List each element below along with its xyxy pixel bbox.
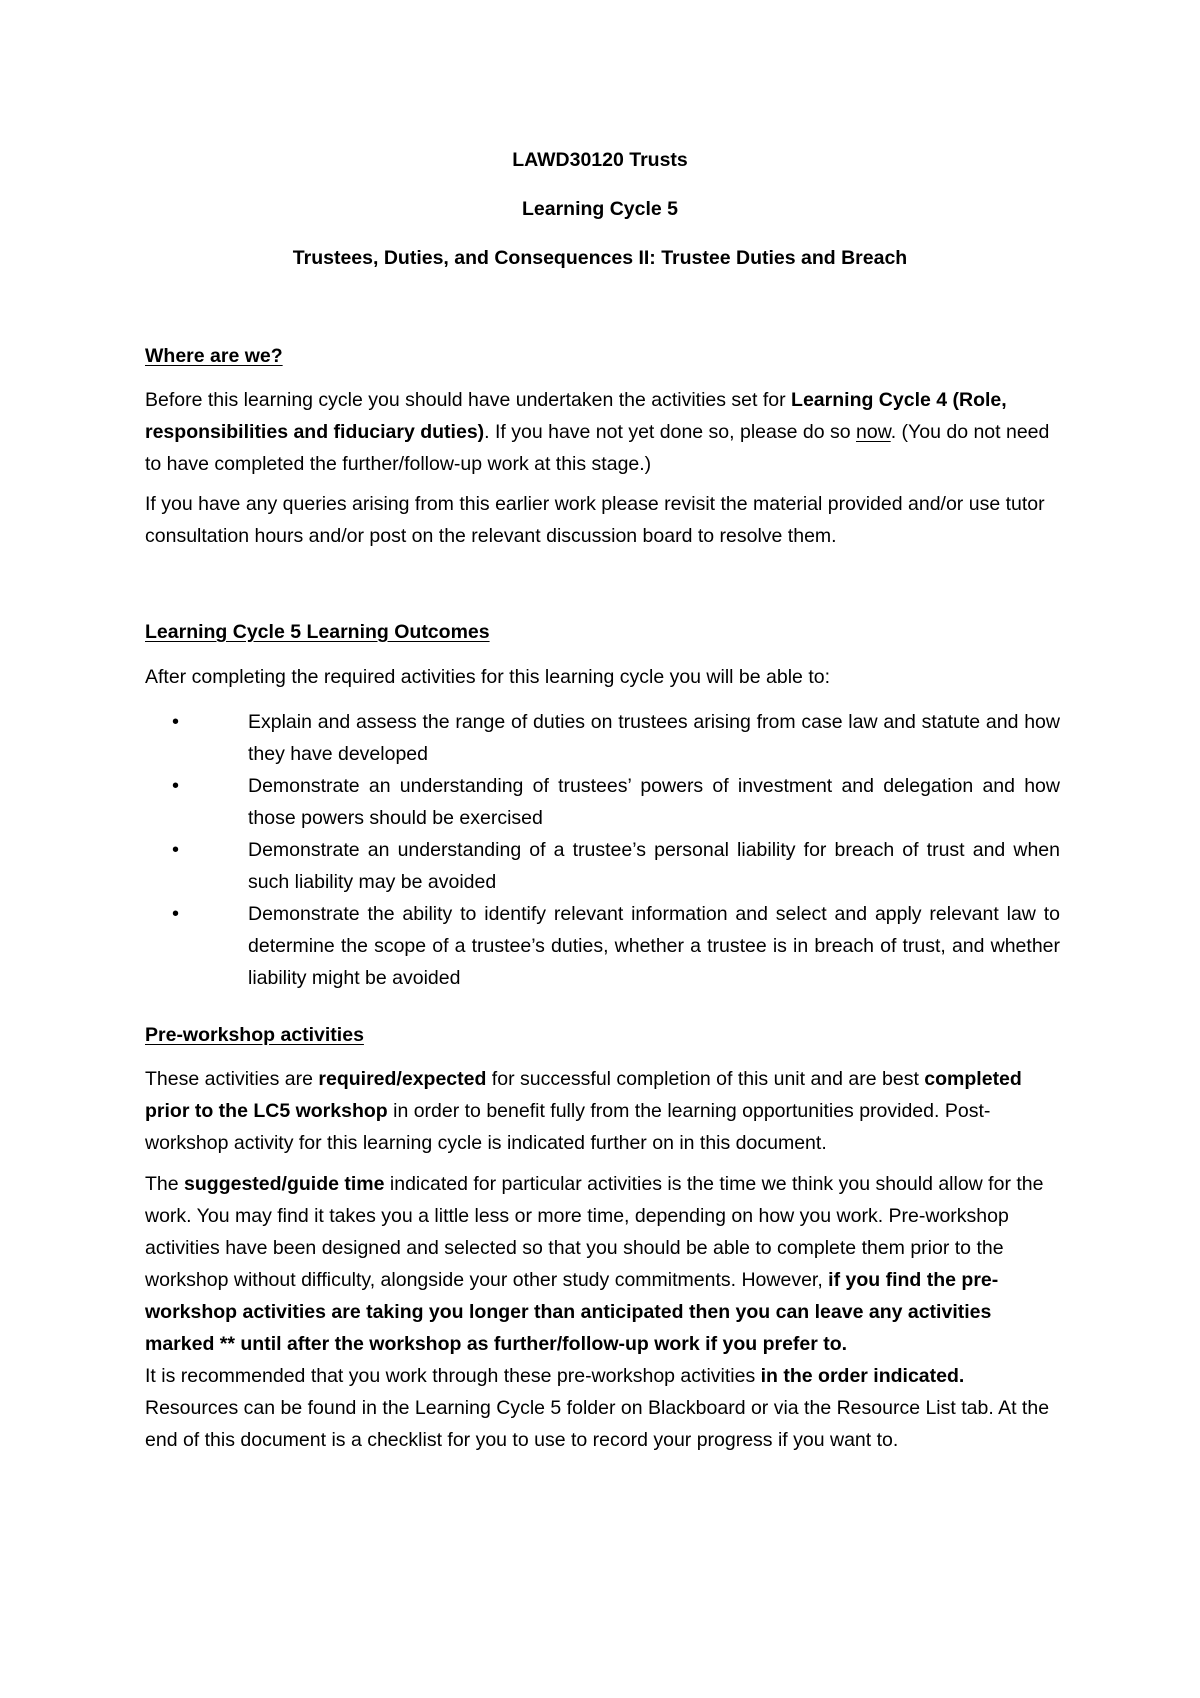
where-are-we-heading: Where are we?: [145, 345, 283, 367]
bullet-icon: •: [172, 903, 180, 925]
outcome-item: [145, 834, 1060, 898]
text-run: for successful completion of this unit and are best: [486, 1068, 925, 1090]
text-run: Resources can be found in the Learning Cycle 5 folder on Blackboard or via the Resource List tab. At the end of this document is a checklist for you to use to record your progress if you want to.: [145, 1397, 1050, 1451]
outcome-item: [145, 770, 1060, 834]
outcome-text: Explain and assess the range of duties on trustees arising from case law and statute and how they have developed: [248, 711, 1060, 765]
outcome-item: [145, 898, 1060, 994]
bullet-icon: •: [172, 711, 180, 733]
underlined-text-run: now: [856, 421, 891, 443]
text-run: Before this learning cycle you should have undertaken the activities set for: [145, 389, 792, 411]
course-title: LAWD30120 Trusts: [512, 149, 688, 171]
pre-workshop-paragraph-2: [145, 1168, 1060, 1360]
text-run: indicated for particular activities is the time we think you should allow for the work. You may find it takes you a little less or more time, depending on how you work. Pre-workshop activities have been designed and selected so that you should be able to complete them prior to the workshop without difficulty, alongside your other study commitments. However,: [145, 1173, 1044, 1291]
bold-text-run: Learning Cycle 4 (Role, responsibilities and fiduciary duties): [145, 389, 1007, 443]
text-run: These activities are: [145, 1068, 319, 1090]
outcomes-list: [145, 706, 1060, 994]
bullet-icon: •: [172, 775, 180, 797]
text-run: . (You do not need to have completed the further/follow-up work at this stage.): [145, 421, 1050, 475]
pre-workshop-paragraph-1: [145, 1063, 1060, 1159]
pre-workshop-heading: Pre-workshop activities: [145, 1024, 364, 1046]
bold-text-run: if you find the pre-workshop activities are taking you longer than anticipated then you can leave any activities marked ** until after the workshop as further/follow-up work if you prefer to.: [145, 1269, 999, 1355]
bold-text-run: in the order indicated.: [760, 1365, 965, 1387]
bold-text-run: suggested/guide time: [184, 1173, 385, 1195]
text-run: . If you have not yet done so, please do so: [484, 421, 856, 443]
pre-workshop-paragraph-3: [145, 1360, 1060, 1456]
outcomes-heading: Learning Cycle 5 Learning Outcomes: [145, 621, 490, 643]
bold-text-run: required/expected: [318, 1068, 487, 1090]
outcome-item: [145, 706, 1060, 770]
outcome-text: Demonstrate an understanding of trustees’ powers of investment and delegation and how those powers should be exercised: [248, 775, 1060, 829]
bullet-icon: •: [172, 839, 180, 861]
outcome-text: Demonstrate the ability to identify relevant information and select and apply relevant law to determine the scope of a trustee’s duties, whether a trustee is in breach of trust, and whether liability might be avoided: [248, 903, 1060, 989]
learning-cycle-title: Learning Cycle 5: [521, 198, 679, 220]
text-run: The: [145, 1173, 185, 1195]
where-are-we-paragraph-1: [145, 384, 1057, 480]
text-run: It is recommended that you work through these pre-workshop activities: [145, 1365, 761, 1387]
document-subtitle: Trustees, Duties, and Consequences II: Trustee Duties and Breach: [292, 247, 908, 269]
bold-text-run: completed prior to the LC5 workshop: [145, 1068, 1022, 1122]
outcomes-intro: After completing the required activities for this learning cycle you will be able to:: [145, 666, 831, 688]
text-run: in order to benefit fully from the learning opportunities provided. Post-workshop activity for this learning cycle is indicated further on in this document.: [145, 1100, 991, 1154]
where-are-we-paragraph-2: If you have any queries arising from this earlier work please revisit the material provided and/or use tutor consultation hours and/or post on the relevant discussion board to resolve them.: [145, 493, 1045, 547]
outcome-text: Demonstrate an understanding of a trustee’s personal liability for breach of trust and when such liability may be avoided: [248, 839, 1060, 893]
